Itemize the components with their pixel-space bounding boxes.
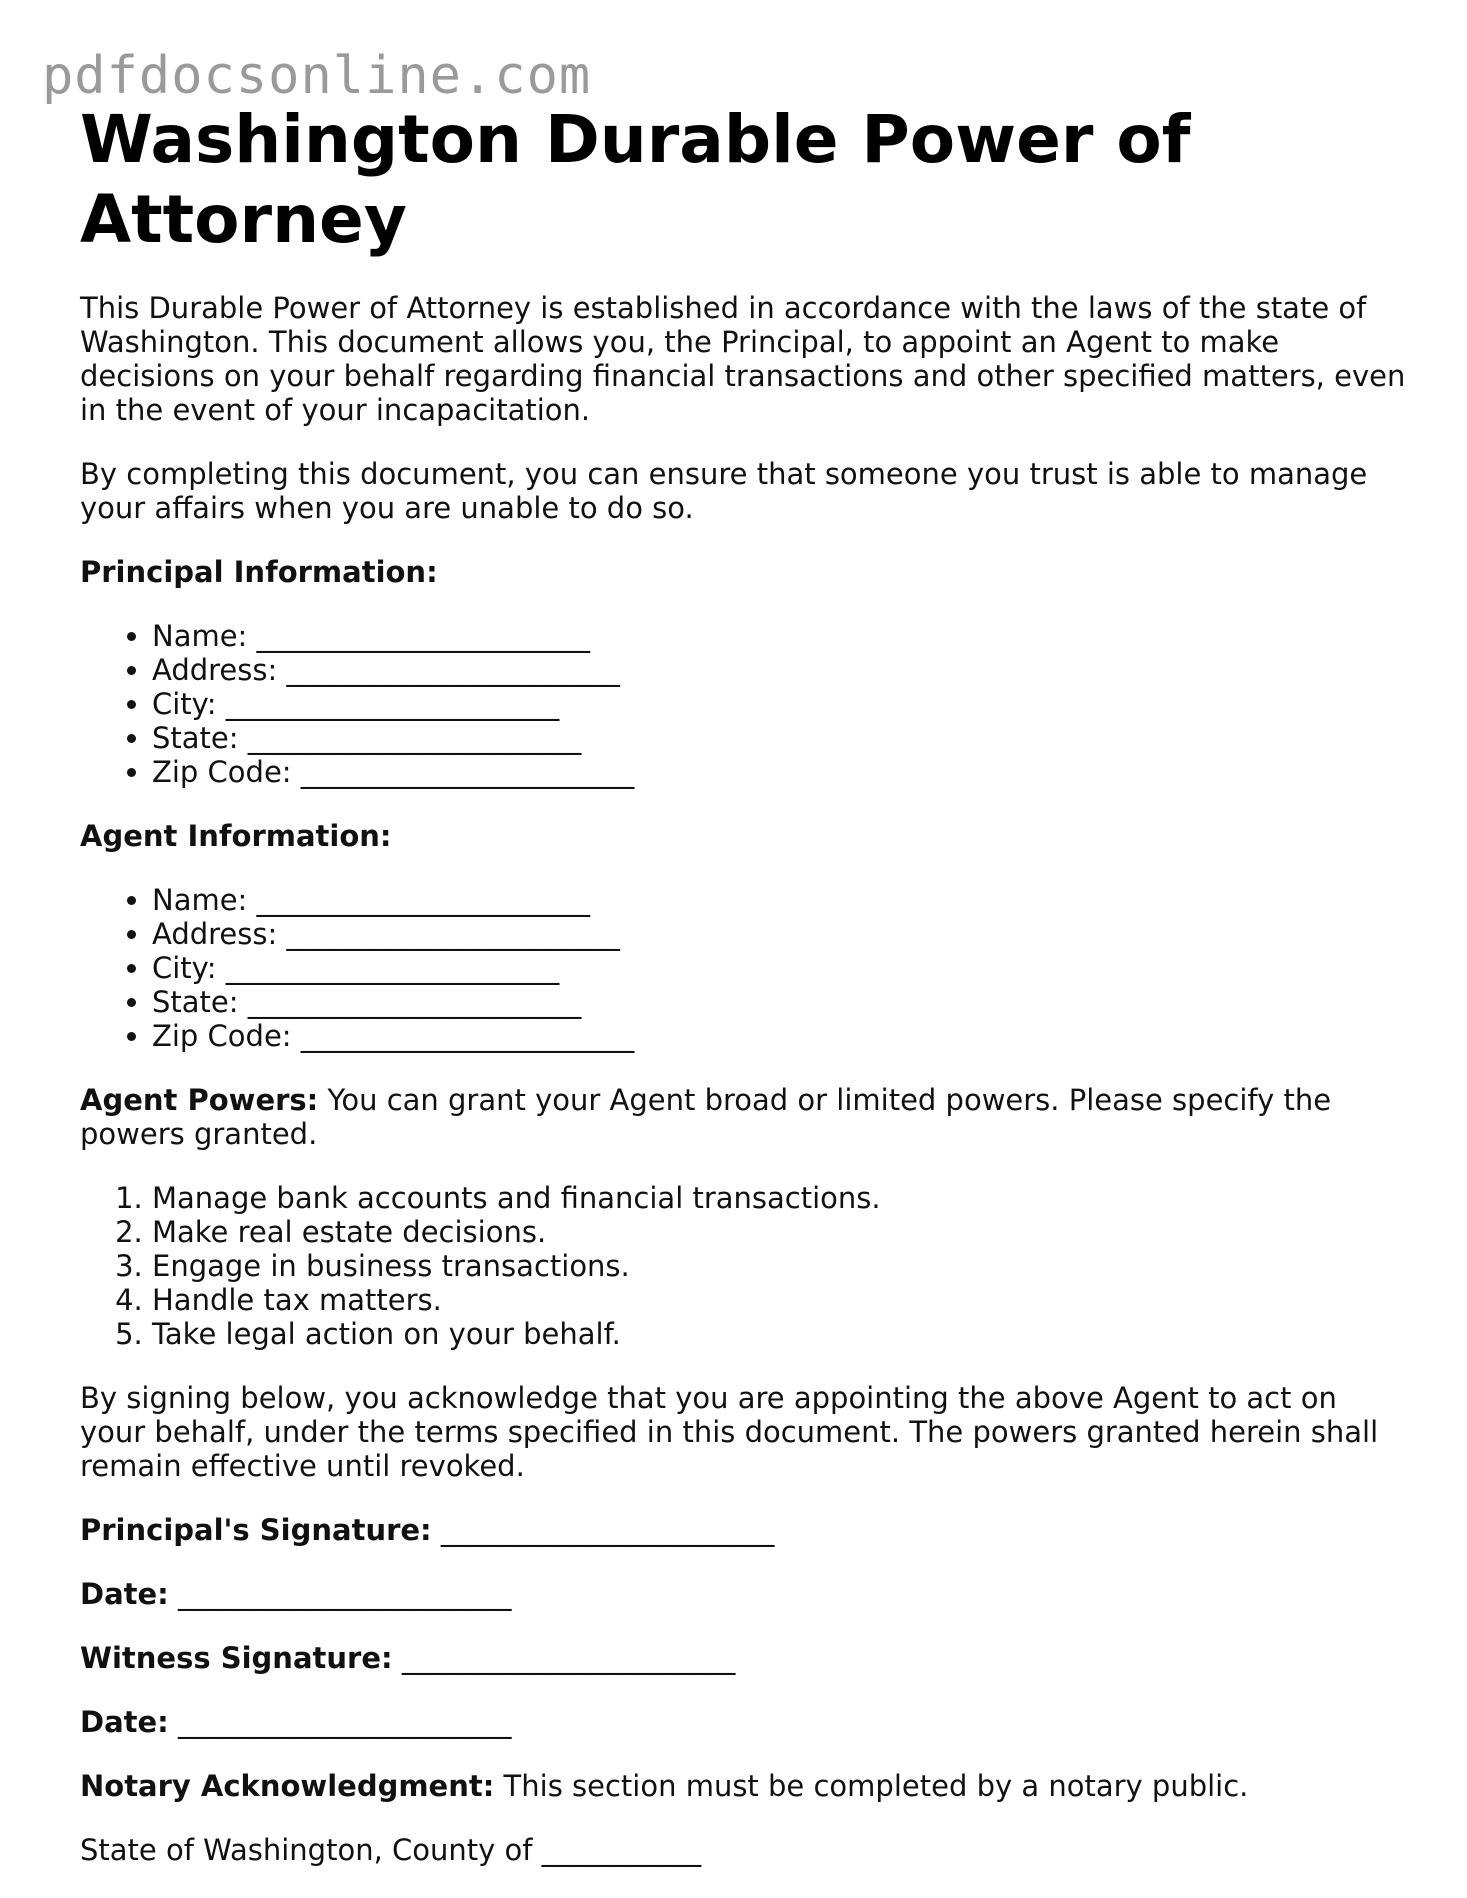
agent-powers-label: Agent Powers: [80,1083,319,1117]
witness-signature-line [80,1641,1410,1675]
principal-info-list [80,619,1410,789]
power-item: 1. Manage bank accounts and financial transactions. [152,1181,1410,1215]
notary-label: Notary Acknowledgment: [80,1769,495,1803]
agent-name-field: • Name: _______________________ [152,883,1410,917]
page-title: Washington Durable Power of Attorney [80,101,1191,258]
principal-signature-blank: _______________________ [431,1513,775,1547]
agent-info-list [80,883,1410,1053]
notary-county-line: State of Washington, County of ___________ [80,1833,702,1867]
principal-name-field: • Name: _______________________ [152,619,1410,653]
power-item: 2. Make real estate decisions. [152,1215,1410,1249]
principal-signature-label: Principal's Signature: [80,1513,432,1547]
agent-powers-list [80,1181,1410,1351]
intro-paragraph-2: By completing this document, you can ensure that someone you trust is able to manage your affairs when you are unable to do so. [80,457,1368,525]
agent-state-field: • State: _______________________ [152,985,1410,1019]
witness-signature-blank: _______________________ [392,1641,736,1675]
principal-state-field: • State: _______________________ [152,721,1410,755]
date-label-1: Date: [80,1577,169,1611]
date-line-2 [80,1705,1410,1739]
date-blank-1: _______________________ [168,1577,512,1611]
watermark: pdfdocsonline.com [42,46,592,106]
agent-address-field: • Address: _______________________ [152,917,1410,951]
principal-signature-line [80,1513,1410,1547]
notary-paragraph [80,1769,1410,1803]
date-blank-2: _______________________ [168,1705,512,1739]
witness-signature-label: Witness Signature: [80,1641,393,1675]
power-item: 5. Take legal action on your behalf. [152,1317,1410,1351]
agent-powers-text: You can grant your Agent broad or limited powers. Please specify the powers granted. [80,1083,1332,1151]
notary-text: This section must be completed by a notary public. [494,1769,1249,1803]
intro-paragraph-1: This Durable Power of Attorney is established in accordance with the laws of the state of Washington. This document allows you, the Principal, to appoint an Agent to make decisions on your behalf regarding financial transactions and other specified matters, even in the event of your incapacitation. [80,291,1406,427]
principal-address-field: • Address: _______________________ [152,653,1410,687]
principal-city-field: • City: _______________________ [152,687,1410,721]
power-item: 4. Handle tax matters. [152,1283,1410,1317]
date-line-1 [80,1577,1410,1611]
agent-info-heading: Agent Information: [80,819,392,853]
power-item: 3. Engage in business transactions. [152,1249,1410,1283]
agent-city-field: • City: _______________________ [152,951,1410,985]
agent-powers-paragraph [80,1083,1410,1151]
principal-zip-field: • Zip Code: _______________________ [152,755,1410,789]
date-label-2: Date: [80,1705,169,1739]
principal-info-heading: Principal Information: [80,555,438,589]
document-page [80,100,1410,1867]
agent-zip-field: • Zip Code: _______________________ [152,1019,1410,1053]
acknowledgment-paragraph: By signing below, you acknowledge that you are appointing the above Agent to act on your behalf, under the terms specified in this document. The powers granted herein shall remain effective until revoked. [80,1381,1379,1483]
